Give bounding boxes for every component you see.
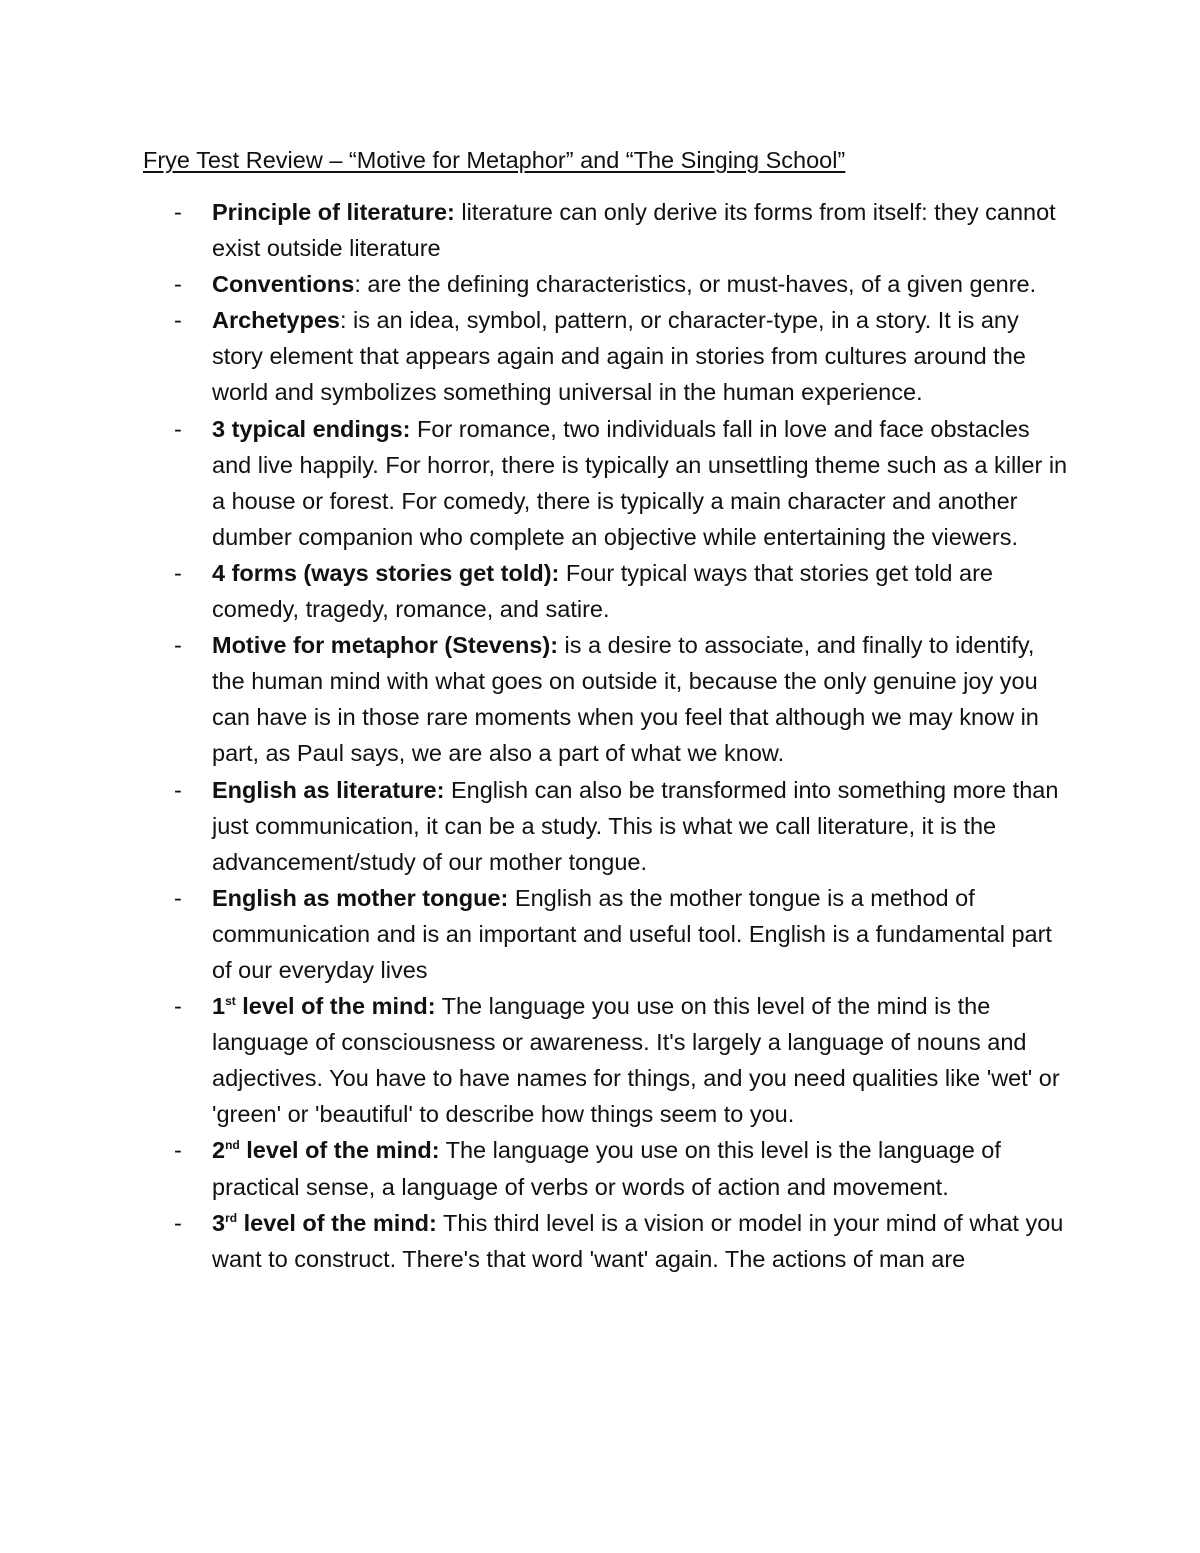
item-text: The language you use on this level is the language of practical sense, a language of verbs or words of action and movement. bbox=[212, 1137, 1001, 1200]
item-text: : is an idea, symbol, pattern, or character-type, in a story. It is any story element that appears again and again in stories from cultures around the world and symbolizes something universal in the human experience. bbox=[212, 307, 1026, 406]
item-term: Archetypes bbox=[212, 307, 340, 334]
list-item-first-level-of-mind bbox=[0, 988, 1070, 1132]
item-term: 4 forms (ways stories get told): bbox=[212, 559, 560, 586]
item-text: literature can only derive its forms from itself: they cannot exist outside literature bbox=[212, 199, 1056, 262]
bullet-dash: - bbox=[174, 776, 182, 803]
bullet-dash: - bbox=[174, 993, 182, 1020]
term-rest: level of the mind: bbox=[237, 1209, 437, 1236]
item-text: : are the defining characteristics, or must-haves, of a given genre. bbox=[354, 271, 1037, 298]
item-term: English as mother tongue: bbox=[212, 884, 509, 911]
bullet-dash: - bbox=[174, 271, 182, 298]
list-item-english-as-literature bbox=[0, 772, 1070, 880]
bullet-dash: - bbox=[174, 632, 182, 659]
term-ordinal-number: 2 bbox=[212, 1137, 226, 1164]
term-ordinal-suffix: nd bbox=[225, 1138, 240, 1153]
document-title: Frye Test Review – “Motive for Metaphor” and “The Singing School” bbox=[143, 147, 846, 173]
bullet-dash: - bbox=[174, 1209, 182, 1236]
list-item-second-level-of-mind bbox=[0, 1132, 1070, 1204]
item-term: Conventions bbox=[212, 271, 355, 298]
item-term bbox=[212, 1137, 440, 1163]
item-text: is a desire to associate, and finally to identify, the human mind with what goes on outside it, because the only genuine joy you can have is in those rare moments when you feel that although we may know in part, as Paul says, we are also a part of what we know. bbox=[212, 632, 1039, 767]
term-rest: level of the mind: bbox=[235, 993, 436, 1020]
item-text: For romance, two individuals fall in love and face obstacles and live happily. For horror, there is typically an unsettling theme such as a killer in a house or forest. For comedy, there is typically a main character and another dumber companion who complete an objective while entertaining the viewers. bbox=[212, 415, 1068, 550]
bullet-dash: - bbox=[174, 415, 182, 442]
list-item-four-forms bbox=[0, 555, 1070, 627]
term-ordinal-suffix: rd bbox=[225, 1210, 238, 1225]
bullet-dash: - bbox=[174, 307, 182, 334]
review-list bbox=[0, 194, 1200, 1277]
list-item-principle-of-literature bbox=[0, 194, 1070, 266]
item-term: 3 typical endings: bbox=[212, 415, 411, 442]
list-item-motive-for-metaphor bbox=[0, 627, 1070, 771]
term-rest: level of the mind: bbox=[239, 1137, 440, 1164]
item-term bbox=[212, 1210, 437, 1236]
item-text: English can also be transformed into something more than just communication, it can be a study. This is what we call literature, it is the advancement/study of our mother tongue. bbox=[212, 776, 1059, 875]
list-item-conventions bbox=[0, 266, 1070, 302]
item-text: The language you use on this level of the mind is the language of consciousness or awareness. It's largely a language of nouns and adjectives. You have to have names for things, and you need qualities like 'wet' or 'green' or 'beautiful' to describe how things seem to you. bbox=[212, 993, 1060, 1128]
item-term: English as literature: bbox=[212, 776, 445, 803]
term-ordinal-number: 3 bbox=[212, 1209, 226, 1236]
list-item-archetypes bbox=[0, 302, 1070, 410]
bullet-dash: - bbox=[174, 884, 182, 911]
term-ordinal-suffix: st bbox=[225, 994, 236, 1009]
list-item-third-level-of-mind bbox=[0, 1205, 1070, 1277]
bullet-dash: - bbox=[174, 199, 182, 225]
item-term bbox=[212, 993, 436, 1019]
item-term: Motive for metaphor (Stevens): bbox=[212, 632, 559, 659]
term-ordinal-number: 1 bbox=[212, 993, 226, 1020]
list-item-english-as-mother-tongue bbox=[0, 880, 1070, 988]
item-term: Principle of literature: bbox=[212, 199, 455, 225]
bullet-dash: - bbox=[174, 1137, 182, 1164]
item-text: This third level is a vision or model in your mind of what you want to construct. There's that word 'want' again. The actions of man are bbox=[212, 1209, 1064, 1272]
list-item-typical-endings bbox=[0, 411, 1070, 555]
item-text: English as the mother tongue is a method of communication and is an important and useful tool. English is a fundamental part of our everyday lives bbox=[212, 884, 1052, 983]
bullet-dash: - bbox=[174, 559, 182, 586]
item-text: Four typical ways that stories get told are comedy, tragedy, romance, and satire. bbox=[212, 559, 993, 623]
